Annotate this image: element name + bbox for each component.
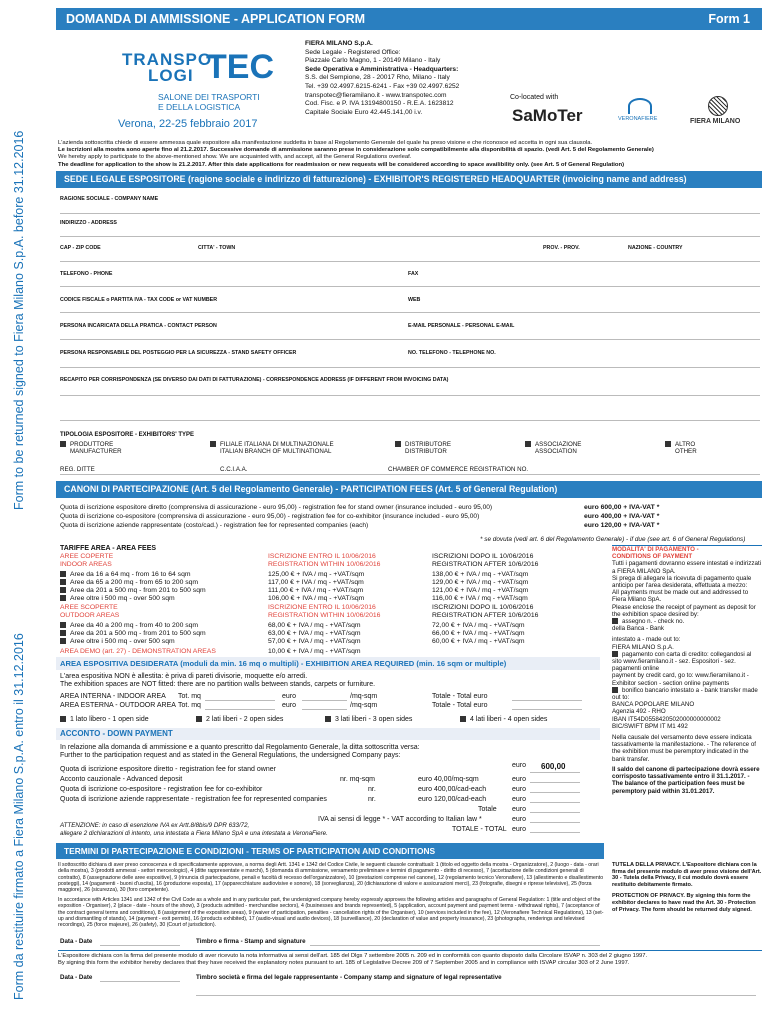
intro-line: Le iscrizioni alla mostra sono aperte fino al 21.2.2017. Successive domande di ammissione saranno prese in considerazione solo compatibilmente alla disponibilità di spazio. (vedi Art. 5 del Regolamento Generale)	[58, 147, 654, 154]
entro-header-1: ISCRIZIONE ENTRO IL 10/06/2016	[268, 553, 376, 560]
input-stamp[interactable]	[310, 945, 600, 946]
payment-iban: IBAN IT54D0558420502000000000002	[612, 715, 721, 723]
area-note-it: L'area espositiva NON è allestita: è priva di pareti divisorie, moquette e/o arredi.	[60, 673, 308, 680]
acconto-intro-it: In relazione alla domanda di ammissione e a quanto prescritto dal Regolamento Generale, la ditta sottoscritta versa:	[60, 744, 420, 751]
acconto-row-3-euro: euro 400,00/cad-each	[418, 786, 487, 793]
input-legal-stamp[interactable]	[196, 995, 756, 996]
logo-word-big: TEC	[206, 48, 274, 86]
label-company-name: RAGIONE SOCIALE - COMPANY NAME	[60, 196, 159, 202]
checkbox[interactable]	[325, 716, 331, 722]
area-title: AREA ESPOSITIVA DESIDERATA (moduli da min. 16 mq o multipli) - EXHIBITION AREA REQUIRED (min. 16 sqm or multiple)	[60, 659, 507, 668]
intro-text	[58, 140, 762, 169]
sidebar-deadline-en: Form to be returned signed to Fiera Milano S.p.A. before 31.12.2016	[12, 130, 26, 510]
outdoor-row-1[interactable]: Aree da 40 a 200 mq - from 40 to 200 sqm	[60, 622, 198, 629]
acconto-row-2-mq: nr. mq-sqm	[340, 776, 376, 783]
label-fax: FAX	[408, 271, 419, 277]
acconto-vat-euro: euro	[512, 816, 527, 823]
price-demo: 10,00 € + IVA / mq - +VAT/sqm	[268, 648, 361, 655]
payment-title-it: MODALITA' DI PAGAMENTO -	[612, 545, 762, 553]
payment-bank[interactable]: bonifico bancario intestato a - bank transfer made out to:	[612, 686, 758, 702]
label-email: E-MAIL PERSONALE - PERSONAL E-MAIL	[408, 323, 515, 329]
fieramilano-mark	[708, 96, 728, 116]
input-correspondence-1[interactable]	[60, 395, 760, 396]
label-phone: TELEFONO - PHONE	[60, 271, 113, 277]
indoor-row-1[interactable]: Aree da 16 a 64 mq - from 16 to 64 sqm	[60, 571, 191, 578]
checkbox[interactable]	[60, 638, 66, 644]
input-indoor-mq[interactable]	[205, 700, 275, 701]
indoor-area-label: AREA INTERNA - INDOOR AREA	[60, 693, 166, 700]
input-indoor-total[interactable]	[512, 700, 582, 701]
area-title-box	[56, 657, 600, 670]
outdoor-row-3[interactable]: Aree oltre i 500 mq - over 500 sqm	[60, 638, 175, 645]
fee-stand-owner-value: euro 600,00 + IVA-VAT *	[584, 504, 660, 511]
input-acconto-6[interactable]	[530, 822, 580, 823]
cciaa-label: C.C.I.A.A.	[220, 466, 248, 473]
header-bar	[56, 8, 762, 30]
stamp-label: Timbro e firma - Stamp and signature	[196, 938, 306, 945]
fee-note: * se dovuta (vedi art. 6 del Regolamento Generale) - if due (see art. 6 of General Regulations)	[480, 536, 746, 543]
intro-line: L'azienda sottoscritta chiede di essere ammessa quale espositore alla manifestazione suddetta in base al Regolamento Generale del quale ha preso visione e che riconosce ed accetta in ogni sua clausola.	[58, 140, 593, 146]
company-info	[305, 40, 535, 117]
logo-word-2: LOGI	[148, 66, 194, 85]
price-indoor-early-1: 125,00 € + IVA / mq - +VAT/sqm	[268, 571, 365, 578]
tipo-produttore[interactable]: PRODUTTORE MANUFACTURER	[60, 441, 122, 456]
label-tax-code: CODICE FISCALE o PARTITA IVA - TAX CODE or VAT NUMBER	[60, 297, 218, 303]
payment-bank-name: BANCA POPOLARE MILANO	[612, 701, 695, 709]
input-contact[interactable]	[60, 339, 760, 340]
acconto-row-1: Quota di iscrizione espositore diretto - registration fee for stand owner	[60, 766, 276, 773]
tipo-filiale[interactable]: FILIALE ITALIANA DI MULTINAZIONALE ITALIAN BRANCH OF MULTINATIONAL	[210, 441, 334, 456]
privacy-box	[612, 862, 762, 913]
entro-header-4: REGISTRATION WITHIN 10/06/2016	[268, 612, 381, 619]
date-label-2: Data - Date	[60, 974, 93, 981]
price-indoor-early-2: 117,00 € + IVA / mq - +VAT/sqm	[268, 579, 364, 586]
outdoor-total: Totale - Total euro	[432, 702, 488, 709]
payment-note-2: Il saldo del canone di partecipazione dovrà essere corrisposto tassativamente entro il 31.1.2017. - The balance of the participation fees must be peremptory paid within 31.01.2017.	[612, 765, 760, 795]
outdoor-area-label: AREA ESTERNA - OUTDOOR AREA	[60, 702, 176, 709]
company-line: Cod. Fisc. e P. IVA 13194800150 - R.E.A. 1623812	[305, 100, 454, 108]
payment-p3: All payments must be made out and addressed to Fiera Milano SpA.	[612, 589, 749, 604]
checkbox[interactable]	[612, 618, 618, 624]
label-web: WEB	[408, 297, 421, 303]
termini-bar	[56, 843, 604, 859]
input-outdoor-mq[interactable]	[205, 709, 275, 710]
price-indoor-early-3: 111,00 € + IVA / mq - +VAT/sqm	[268, 587, 364, 594]
checkbox[interactable]	[612, 687, 618, 693]
input-zip-town[interactable]	[60, 261, 760, 262]
checkbox[interactable]	[525, 441, 531, 447]
dopo-header-4: REGISTRATION AFTER 10/6/2016	[432, 612, 539, 619]
indoor-total: Totale - Total euro	[432, 693, 488, 700]
outdoor-totmq: Tot. mq	[178, 702, 201, 709]
input-tax-code[interactable]	[60, 312, 760, 313]
acconto-row-3: Quota di iscrizione co-espositore - registration fee for co-exhibitor	[60, 786, 263, 793]
legal-stamp-label: Timbro società e firma del legale rappresentante - Company stamp and signature of legal representative	[196, 974, 502, 981]
label-prov: PROV. - PROV.	[543, 245, 580, 251]
sidebar	[8, 130, 34, 1010]
price-indoor-late-3: 121,00 € + IVA / mq - +VAT/sqm	[432, 587, 529, 594]
open-side-1[interactable]: 1 lato libero - 1 open side	[60, 716, 149, 723]
tipo-distributore[interactable]: DISTRIBUTORE DISTRIBUTOR	[395, 441, 451, 456]
acconto-total-euro: euro	[512, 806, 527, 813]
outdoor-euro: euro	[282, 702, 297, 709]
attention-line-2: allegare 2 dichiarazioni di intento, una intestata a Fiera Milano SpA e una intestata a VeronaFiere.	[60, 830, 328, 837]
input-acconto-2[interactable]	[530, 782, 580, 783]
chamber-label: CHAMBER OF COMMERCE REGISTRATION NO.	[388, 466, 529, 473]
tariffe-title: TARIFFE AREA - AREA FEES	[60, 545, 157, 552]
input-acconto-1[interactable]	[530, 772, 580, 773]
checkbox[interactable]	[665, 441, 671, 447]
company-line: Piazzale Carlo Magno, 1 - 20149 Milano - Italy	[305, 57, 441, 65]
intro-line: The deadline for application to the show is 21.2.2017. After this date applications for readmission or new requests will be considered according to space availibility only. (see Art. 5 of General Regulation)	[58, 161, 625, 168]
canoni-bar	[56, 481, 762, 498]
acconto-vat-label: IVA ai sensi di legge * - VAT according to Italian law *	[318, 816, 482, 823]
logo-tagline-1: SALONE DEI TRASPORTI	[158, 92, 260, 102]
acconto-total-label: Totale	[478, 806, 497, 813]
checkbox[interactable]	[60, 595, 66, 601]
indoor-euro: euro	[282, 693, 297, 700]
company-line: Sede Operativa e Amministrativa - Headquarters:	[305, 65, 459, 73]
colocated-label: Co-located with	[510, 94, 559, 101]
acconto-row-2: Acconto cauzionale - Advanced deposit	[60, 776, 183, 783]
company-line: Capitale Sociale Euro 42.445.141,00 i.v.	[305, 108, 423, 116]
entro-header-3: ISCRIZIONE ENTRO IL 10/06/2016	[268, 604, 376, 611]
veronafiere-mark	[628, 98, 652, 114]
checkbox[interactable]	[460, 716, 466, 722]
label-safety: PERSONA RESPONSABILE DEL POSTEGGIO PER LA SICUREZZA - STAND SAFETY OFFICER	[60, 350, 297, 356]
acconto-grand-label: TOTALE - TOTAL	[452, 826, 507, 833]
terms-en: In accordance with Articles 1341 and 1342 of the Civil Code as a whole and in any particular part, the undersigned company hereby expressly approves the following articles and paragraphs of General Regulation: 1 (title and object of the exposition - Organiser), 2 (place - date - hours of the show), 3 (products admitted - merchandise sectors), 4 (businesses and brands represented), 5 (application, account payment and payment terms - withdrawal rights), 7 (acceptance of the contract general terms and conditions), 8 (assignment of the exposition areas), 9 (waiver of participation, penalties - cancellation rights of the Organiser), 10 (services included in the fee), 12 (Veronafiere Technical Regulations), 13 (set-up and dismantling of stands), 14 (payment - exit permits), 16 (products exhibited), 17 (audio-visual and audio devices), 18 (surveillance), 20 (declaration of value and property insurance), 23 (photographs, renderings and televised recordings), 25 (force majeure), 26 (safety), 30 (Court of jurisdiction).	[58, 897, 604, 929]
input-address[interactable]	[60, 236, 760, 237]
price-outdoor-early-3: 57,00 € + IVA / mq - +VAT/sqm	[268, 638, 361, 645]
input-safety[interactable]	[60, 367, 760, 368]
company-line: S.S. del Sempione, 28 - 20017 Rho, Milano - Italy	[305, 74, 450, 82]
payment-bank-agency: Agenzia 492 - RHO	[612, 708, 666, 716]
veronafiere-logo	[618, 98, 658, 128]
fee-co-exhibitor: Quota di iscrizione co-espositore (comprensiva di assicurazione - euro 95,00) - registration fee for co-exhibitor (insurance included - euro 95,00)	[60, 513, 480, 520]
input-indoor-euro[interactable]	[302, 700, 347, 701]
insurance-note-en: By signing this form the exhibitor hereby declares that they have received the explanatory notes pursuant to art. 185 of Legislative Decree 209 of 7 September 2005 and in compliance with ISVAP circular 303 of 2 June 1997.	[58, 960, 630, 966]
fee-represented: Quota di iscrizione aziende rappresentate (costo/cad.) - registration fee for represented companies (each)	[60, 522, 369, 529]
acconto-row-4: Quota di iscrizione aziende rappresentate - registration fee for represented companies	[60, 796, 327, 803]
price-indoor-late-4: 116,00 € + IVA / mq - +VAT/sqm	[432, 595, 528, 602]
form-title: DOMANDA DI AMMISSIONE - APPLICATION FORM	[66, 12, 366, 26]
label-country: NAZIONE - COUNTRY	[628, 245, 683, 251]
payment-p1: Tutti i pagamenti dovranno essere intestati e indirizzati a FIERA MILANO SpA.	[612, 560, 762, 575]
input-acconto-4[interactable]	[530, 802, 580, 803]
input-correspondence-2[interactable]	[60, 420, 760, 421]
label-correspondence: RECAPITO PER CORRISPONDENZA (SE DIVERSO DAI DATI DI FATTURAZIONE) - CORRESPONDENCE ADDRESS (IF DIFFERENT FROM INVOICING DATA)	[60, 377, 449, 383]
sede-legale-title: SEDE LEGALE ESPOSITORE (ragione sociale e indirizzo di fatturazione) - EXHIBITOR'S REGISTERED HEADQUARTER (invoicing name and address)	[64, 174, 687, 184]
entro-header-2: REGISTRATION WITHIN 10/06/2016	[268, 561, 381, 568]
indoor-row-2[interactable]: Aree da 65 a 200 mq - from 65 to 200 sqm	[60, 579, 198, 586]
fee-co-exhibitor-value: euro 400,00 + IVA-VAT *	[584, 513, 660, 520]
dopo-header-1: ISCRIZIONI DOPO IL 10/06/2016	[432, 553, 534, 560]
payment-check[interactable]: assegno n. - check no.	[612, 618, 762, 625]
intro-line: We hereby apply to participate to the above-mentioned show. We are acquainted with, and accept, all the General Regulations overleaf.	[58, 154, 412, 161]
acconto-row-2-euro: euro 40,00/mq-sqm	[418, 776, 479, 783]
acconto-row-4-nr: nr.	[368, 796, 376, 803]
input-date-2[interactable]	[100, 981, 180, 982]
label-zip: CAP - ZIP CODE	[60, 245, 101, 251]
logo-word-1: TRANSPO	[122, 50, 213, 69]
payment-check-bank: della Banca - Bank	[612, 625, 664, 633]
label-address: INDIRIZZO - ADDRESS	[60, 220, 117, 226]
company-name: FIERA MILANO S.p.A.	[305, 40, 373, 47]
veronafiere-text: VERONAFIERE	[618, 116, 658, 122]
acconto-row-3-nr: nr.	[368, 786, 376, 793]
price-outdoor-late-1: 72,00 € + IVA / mq - +VAT/sqm	[432, 622, 525, 629]
transpotec-logo	[118, 40, 298, 140]
sidebar-deadline-it: Form da restituire firmato a Fiera Milano S.p.A. entro il 31.12.2016	[12, 633, 26, 1000]
checkbox[interactable]	[60, 716, 66, 722]
input-outdoor-euro[interactable]	[302, 709, 347, 710]
checkbox[interactable]	[60, 441, 66, 447]
fieramilano-text: FIERA MILANO	[690, 118, 741, 125]
payment-conditions	[612, 545, 762, 795]
indoor-mqsqm: /mq-sqm	[350, 693, 378, 700]
acconto-row-3-right: euro	[512, 786, 527, 793]
attention-line-1: ATTENZIONE: in caso di esenzione IVA ex Artt.8/8bis/9 DPR 633/72,	[60, 822, 250, 829]
input-acconto-7[interactable]	[530, 832, 580, 833]
label-tel-no: NO. TELEFONO - TELEPHONE NO.	[408, 350, 496, 356]
area-note-en: The exhibition spaces are NOT fitted: there are no partition walls between stands, carpets or furniture.	[60, 681, 376, 688]
payment-card[interactable]: pagamento con carta di credito: collegandosi al sito www.fieramilano.it - sez. Espositori - sez. pagamenti online	[612, 650, 752, 673]
reg-ditte-label: REG. DITTE	[60, 466, 95, 473]
input-acconto-5[interactable]	[530, 812, 580, 813]
payment-card-en: payment by credit card, go to: www.fieramilano.it - Exhibitor section - section online payments	[612, 672, 749, 687]
outdoor-areas: OUTDOOR AREAS	[60, 612, 120, 619]
input-date[interactable]	[100, 945, 180, 946]
indoor-row-4[interactable]: Aree oltre i 500 mq - over 500 sqm	[60, 595, 175, 602]
privacy-it: TUTELA DELLA PRIVACY. L'Espositore dichiara con la firma del presente modulo di aver preso visione dell'Art. 30 - Tutela della Privacy, il cui modulo dovrà essere restituito debitamente firmato.	[612, 862, 762, 888]
price-indoor-late-2: 129,00 € + IVA / mq - +VAT/sqm	[432, 579, 529, 586]
checkbox[interactable]	[60, 579, 66, 585]
outdoor-row-2[interactable]: Aree da 201 a 500 mq - from 201 to 500 sqm	[60, 630, 206, 637]
acconto-title: ACCONTO - DOWN PAYMENT	[60, 729, 173, 738]
dopo-header-3: ISCRIZIONI DOPO IL 10/06/2016	[432, 604, 534, 611]
indoor-row-3[interactable]: Aree da 201 a 500 mq - from 201 to 500 sqm	[60, 587, 206, 594]
open-side-4[interactable]: 4 lati liberi - 4 open sides	[460, 716, 547, 723]
company-line: transpotec@fieramilano.it - www.transpotec.com	[305, 91, 447, 99]
fee-stand-owner: Quota di iscrizione espositore diretto (comprensiva di assicurazione - euro 95,00) - registration fee for stand owner (insurance included - euro 95,00)	[60, 504, 493, 511]
checkbox[interactable]	[612, 651, 618, 657]
input-outdoor-total[interactable]	[512, 709, 582, 710]
termini-title: TERMINI DI PARTECIPAZIONE E CONDIZIONI - TERMS OF PARTICIPATION AND CONDITIONS	[64, 846, 436, 856]
acconto-row-1-value: 600,00	[541, 762, 566, 771]
tipo-altro[interactable]: ALTRO OTHER	[665, 441, 697, 456]
input-company-name[interactable]	[60, 213, 760, 214]
acconto-title-box	[56, 728, 600, 740]
canoni-title: CANONI DI PARTECIPAZIONE (Art. 5 del Regolamento Generale) - PARTICIPATION FEES (Art. 5 of General Regulation)	[64, 484, 558, 494]
aree-coperte: AREE COPERTE	[60, 553, 114, 560]
logo-dates: Verona, 22-25 febbraio 2017	[118, 118, 258, 130]
checkbox[interactable]	[60, 587, 66, 593]
checkbox[interactable]	[60, 571, 66, 577]
price-indoor-early-4: 106,00 € + IVA / mq - +VAT/sqm	[268, 595, 365, 602]
company-line: Sede Legale - Registered Office:	[305, 48, 401, 56]
acconto-row-2-right: euro	[512, 776, 527, 783]
payment-bic: BIC/SWIFT BPM IT M1 492	[612, 722, 688, 730]
label-town: CITTA' - TOWN	[198, 245, 236, 251]
acconto-grand-euro: euro	[512, 826, 527, 833]
input-phone[interactable]	[60, 286, 760, 287]
label-contact: PERSONA INCARICATA DELLA PRATICA - CONTACT PERSON	[60, 323, 217, 329]
privacy-en: PROTECTION OF PRIVACY. By signing this form the exhibitor declares to have read the Art. 30 - Protection of Privacy. The form should be returned duly signed.	[612, 893, 756, 913]
payment-check-to-name: FIERA MILANO S.p.A.	[612, 643, 674, 651]
price-outdoor-early-1: 68,00 € + IVA / mq - +VAT/sqm	[268, 622, 361, 629]
logo-tagline-2: E DELLA LOGISTICA	[158, 102, 241, 112]
tipologia-title: TIPOLOGIA ESPOSITORE - EXHIBITORS' TYPE	[60, 432, 195, 438]
tipo-associazione[interactable]: ASSOCIAZIONE ASSOCIATION	[525, 441, 581, 456]
checkbox[interactable]	[395, 441, 401, 447]
checkbox[interactable]	[60, 630, 66, 636]
checkbox[interactable]	[60, 622, 66, 628]
payment-title-en: CONDITIONS OF PAYMENT	[612, 553, 693, 561]
fee-represented-value: euro 120,00 + IVA-VAT *	[584, 522, 660, 529]
input-acconto-3[interactable]	[530, 792, 580, 793]
insurance-note-it: L'Espositore dichiara con la firma del presente modulo di aver ricevuto la nota informativa ai sensi dell'art. 185 del Dlgs 7 settembre 2005 n. 209 ed in conformità con quanto disposto dalla Circolare ISVAP n. 303 del 2 giugno 1997.	[58, 950, 762, 960]
input-chamber[interactable]	[60, 474, 760, 475]
payment-check-to: intestato a - made out to:	[612, 636, 681, 644]
outdoor-mqsqm: /mq-sqm	[350, 702, 378, 709]
form-number: Form 1	[708, 12, 750, 26]
acconto-intro-en: Further to the participation request and as stated in the General Regulations, the undersigned Company pays:	[60, 752, 401, 759]
payment-p2: Si prega di allegare la ricevuta di pagamento quale anticipo per l'area desiderata, effettuata a mezzo:	[612, 574, 752, 590]
samoter-logo: SaMoTer	[512, 106, 583, 125]
indoor-totmq: Tot. mq	[178, 693, 201, 700]
date-label: Data - Date	[60, 938, 93, 945]
acconto-row-4-euro: euro 120,00/cad-each	[418, 796, 487, 803]
price-outdoor-early-2: 63,00 € + IVA / mq - +VAT/sqm	[268, 630, 361, 637]
dopo-header-2: REGISTRATION AFTER 10/6/2016	[432, 561, 539, 568]
price-indoor-late-1: 138,00 € + IVA / mq - +VAT/sqm	[432, 571, 529, 578]
open-side-2[interactable]: 2 lati liberi - 2 open sides	[196, 716, 283, 723]
acconto-row-4-right: euro	[512, 796, 527, 803]
sede-legale-bar	[56, 171, 762, 188]
terms-it: Il sottoscritto dichiara di aver preso conoscenza e di specificatamente approvare, a norma degli Artt. 1341 e 1342 del Codice Civile, le seguenti clausole contrattuali: 1 (titolo ed oggetto della mostra - Organizzatore), 2 (luogo - data - orari della mostra), 3 (prodotti ammessi - settori merceologici), 4 (ditte rappresentate e marchi), 5 (domanda di ammissione, versamento preliminare e termini di pagamento - diritto di recesso), 7 (accettazione delle condizioni generali di contratto), 8 (assegnazione delle aree espositive), 9 (rinuncia di partecipazione, penali e facoltà di recesso dell'organizzatore), 10 (prestazioni comprese nel canone), 12 (regolamento tecnico Veronafiere), 13 (allestimento e disallestimento posteggi), 14 (pagamenti - buoni d'uscita), 16 (produzione esposta), 17 (apparecchiature audiovisive e sonore), 18 (sorveglianza), 20 (dichiarazione di valore e assicurazioni merci), 23 (fotografie, disegni e riprese televisive), 25 (forza maggiore), 26 (sicurezza), 30 (foro competente).	[58, 862, 604, 894]
payment-p4: Please enclose the receipt of payment as deposit for the exhibition space desired by:	[612, 603, 756, 618]
open-side-3[interactable]: 3 lati liberi - 3 open sides	[325, 716, 412, 723]
fieramilano-logo	[688, 96, 752, 130]
company-line: Tel. +39 02.4997.6215-6241 - Fax +39 02.4997.6252	[305, 82, 460, 90]
checkbox[interactable]	[196, 716, 202, 722]
price-outdoor-late-3: 60,00 € + IVA / mq - +VAT/sqm	[432, 638, 525, 645]
price-outdoor-late-2: 66,00 € + IVA / mq - +VAT/sqm	[432, 630, 525, 637]
acconto-row-1-euro: euro	[512, 762, 527, 769]
demo-areas: AREA DEMO (art. 27) - DEMONSTRATION AREAS	[60, 648, 216, 655]
checkbox[interactable]	[210, 441, 216, 447]
aree-scoperte: AREE SCOPERTE	[60, 604, 118, 611]
indoor-areas: INDOOR AREAS	[60, 561, 112, 568]
payment-note-1: Nella causale del versamento deve essere indicata tassativamente la manifestazione. - The reference of the exhibition must be peremptory indicated in the bank transfer.	[612, 734, 756, 763]
